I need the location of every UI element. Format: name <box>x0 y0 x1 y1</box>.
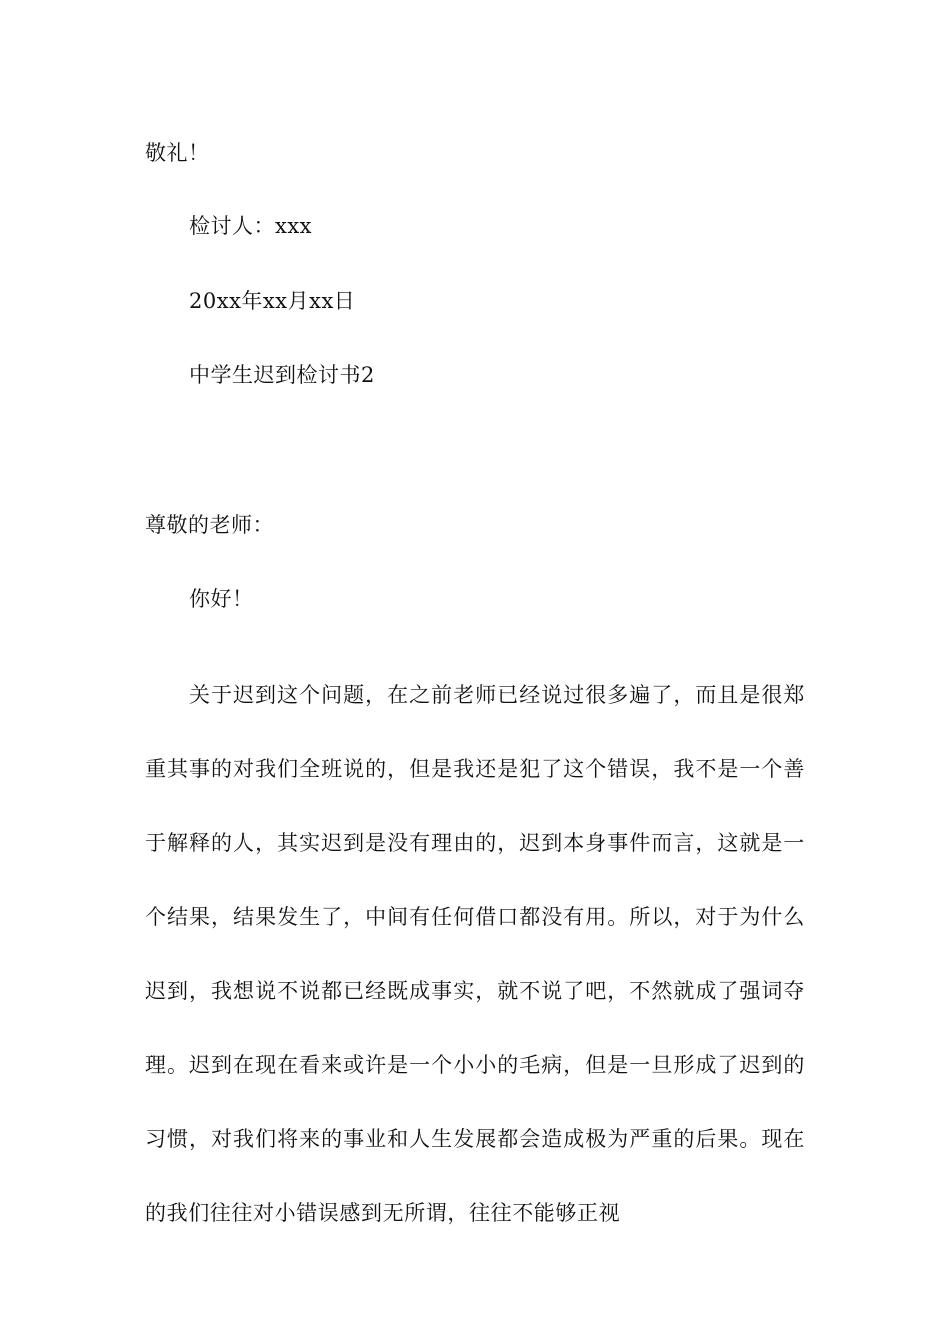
body-paragraph: 关于迟到这个问题，在之前老师已经说过很多遍了，而且是很郑重其事的对我们全班说的，但是我还是犯了这个错误，我不是一个善于解释的人，其实迟到是没有理由的，迟到本身事件而言，这就是一个结果，结果发生了，中间有任何借口都没有用。所以，对于为什么迟到，我想说不说都已经既成事实，就不说了吧，不然就成了强词夺理。迟到在现在看来或许是一个小小的毛病，但是一旦形成了迟到的习惯，对我们将来的事业和人生发展都会造成极为严重的后果。现在的我们往往对小错误感到无所谓，往往不能够正视 <box>145 683 805 1225</box>
date-line: 20xx年xx月xx日 <box>189 289 356 313</box>
greeting-line: 你好！ <box>189 587 254 611</box>
closing-line: 敬礼！ <box>145 141 210 165</box>
signer-line: 检讨人：xxx <box>189 214 313 238</box>
salutation-line: 尊敬的老师： <box>145 513 274 537</box>
section-title: 中学生迟到检讨书2 <box>189 363 375 387</box>
